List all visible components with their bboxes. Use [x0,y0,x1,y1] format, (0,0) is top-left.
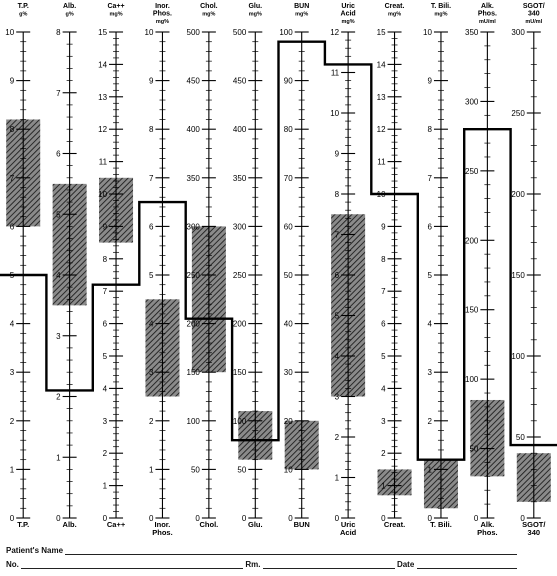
tick-label-glu: 250 [232,271,247,280]
tick-label-chol: 450 [186,76,200,86]
room-field[interactable] [263,560,395,569]
tick-label-tp: 1 [9,465,15,475]
tick-label-uric: 4 [334,352,340,361]
patient-info-form [0,541,557,576]
column-footer-phos: Phos. [152,528,173,537]
tick-label-creat: 15 [376,28,386,37]
tick-label-tp: 10 [5,28,15,37]
tick-label-ca: 5 [102,352,108,361]
tick-label-alb: 3 [56,331,61,341]
tick-label-alk: 200 [465,236,479,246]
column-footer-alk: Alk. [480,520,495,529]
tick-label-tbili: 9 [427,76,432,86]
column-header-chol: Chol. [200,3,218,10]
tick-label-glu: 50 [237,465,247,475]
tick-label-bun: 100 [279,28,293,37]
tick-label-ca: 11 [98,157,108,167]
column-footer-creat: Creat. [383,520,406,529]
tick-label-tbili: 10 [423,28,432,37]
tick-label-creat: 7 [381,287,386,297]
column-footer-sgot: 340 [527,528,541,537]
column-header-alk: Alk. [480,3,494,10]
tick-label-tbili: 2 [427,416,432,426]
tick-label-bun: 60 [283,222,293,232]
column-header-glu: Glu. [248,3,263,10]
tick-label-bun: 20 [283,416,293,426]
tick-label-phos: 1 [149,465,154,475]
tick-label-bun: 50 [283,271,293,280]
tick-label-chol: 250 [186,271,200,280]
tick-label-sgot: 250 [511,109,525,118]
column-header-tbili: mg% [434,11,448,18]
tick-label-tp: 3 [9,368,15,378]
tick-label-uric: 5 [334,311,340,321]
tick-label-uric: 8 [334,190,340,199]
tick-label-sgot: 300 [511,28,525,37]
tick-label-creat: 5 [381,352,386,361]
tick-label-tp: 4 [9,319,15,329]
tick-label-tp: 8 [9,125,15,135]
tick-label-alb: 2 [56,392,61,402]
tick-label-chol: 100 [186,416,200,426]
column-header-creat: Creat. [384,3,405,10]
column-footer-tp: T.P. [17,520,30,529]
tick-label-bun: 10 [283,465,293,475]
tick-label-chol: 350 [186,173,200,183]
tick-label-glu: 200 [232,319,247,329]
tick-label-bun: 70 [283,173,293,183]
room-label: Rm. [245,560,261,569]
tick-label-creat: 1 [381,481,386,491]
tick-label-ca: 14 [98,60,108,70]
tick-label-ca: 6 [102,319,108,329]
tick-label-sgot: 200 [511,190,525,199]
tick-label-chol: 400 [186,125,200,135]
tick-label-bun: 90 [283,76,293,86]
tick-label-uric: 2 [334,433,340,442]
tick-label-alk: 150 [465,305,479,315]
tick-label-creat: 11 [377,157,386,167]
tick-label-bun: 0 [288,514,293,523]
tick-label-glu: 500 [232,28,247,37]
tick-label-alb: 1 [56,453,61,463]
tick-label-creat: 9 [381,222,386,232]
patient-number-label: No. [6,560,19,569]
tick-label-tbili: 1 [427,465,432,475]
tick-label-phos: 5 [149,271,154,280]
column-header-alb: Alb. [63,3,77,10]
tick-label-creat: 3 [381,416,386,426]
tick-label-ca: 3 [102,416,108,426]
tick-label-creat: 4 [381,384,386,394]
tick-label-tbili: 3 [427,368,432,378]
tick-label-phos: 4 [149,319,154,329]
tick-label-uric: 3 [334,392,340,402]
patient-name-field[interactable] [65,546,517,555]
tick-label-creat: 10 [376,190,386,199]
column-header-sgot: 340 [527,10,540,18]
column-footer-chol: Chol. [199,520,219,529]
tick-label-uric: 1 [334,473,340,483]
tick-label-ca: 0 [102,514,108,523]
tick-label-chol: 300 [186,222,200,232]
tick-label-alk: 350 [465,28,479,37]
tick-label-bun: 30 [283,368,293,378]
tick-label-ca: 7 [102,287,108,297]
tick-label-tbili: 7 [427,173,432,183]
tick-label-chol: 500 [186,28,200,37]
tick-label-ca: 10 [98,190,108,199]
tick-label-uric: 9 [334,149,340,159]
column-footer-uric: Uric [340,520,356,529]
tick-label-glu: 0 [241,514,247,523]
tick-label-tp: 5 [9,271,15,280]
column-header-chol: mg% [202,11,216,18]
tick-label-alb: 5 [56,210,61,220]
tick-label-creat: 8 [381,254,386,264]
column-header-uric: Acid [340,10,356,18]
tick-label-phos: 0 [149,514,154,523]
tick-label-alb: 8 [56,28,61,37]
column-footer-alk: Phos. [477,528,498,537]
column-header-sgot: mU/ml [525,19,543,25]
tick-label-uric: 6 [334,271,340,280]
tick-label-ca: 4 [102,384,108,394]
tick-label-uric: 11 [330,68,340,78]
column-footer-alb: Alb. [62,520,77,529]
column-header-tp: T.P. [17,3,29,10]
column-footer-ca: Ca++ [106,520,126,529]
tick-label-alk: 50 [469,444,479,454]
date-field[interactable] [417,560,517,569]
column-footer-tbili: T. Bili. [430,520,452,529]
tick-label-creat: 0 [381,514,386,523]
column-footer-bun: BUN [293,520,310,529]
tick-label-uric: 10 [330,109,340,118]
tick-label-bun: 80 [283,125,293,135]
tick-label-sgot: 100 [511,352,525,361]
column-header-phos: Phos. [152,10,172,18]
column-footer-uric: Acid [339,528,357,537]
tick-label-phos: 7 [149,173,154,183]
column-header-alk: mU/ml [478,19,496,25]
tick-label-phos: 9 [149,76,154,86]
tick-label-glu: 450 [232,76,247,86]
tick-label-ca: 13 [98,92,108,102]
tick-label-ca: 2 [102,449,108,459]
tick-label-sgot: 0 [520,514,525,523]
tick-label-ca: 12 [98,125,108,135]
tick-label-tp: 0 [9,514,15,523]
tick-label-alk: 0 [473,514,479,523]
tick-label-ca: 8 [102,254,108,264]
column-header-tp: g% [19,11,28,18]
tick-label-bun: 40 [283,319,293,329]
column-header-alk: Phos. [477,10,497,18]
tick-label-alk: 250 [465,166,479,176]
tick-label-chol: 150 [186,368,200,378]
tick-label-glu: 150 [232,368,247,378]
tick-label-creat: 2 [381,449,386,459]
date-label: Date [396,560,415,569]
tick-label-tbili: 0 [427,514,432,523]
column-header-bun: BUN [294,3,310,10]
tick-label-phos: 10 [144,28,154,37]
tick-label-chol: 50 [190,465,200,475]
column-footer-sgot: SGOT/ [522,520,546,529]
tick-label-sgot: 50 [515,433,525,442]
tick-label-tp: 7 [9,173,15,183]
tick-label-alb: 6 [56,149,61,159]
column-header-phos: Inor. [155,3,170,10]
column-header-ca: mg% [109,11,123,18]
column-header-uric: Uric [341,3,355,10]
tick-label-tp: 9 [9,76,15,86]
tick-label-ca: 9 [102,222,108,232]
tick-label-creat: 12 [376,125,386,135]
tick-label-chol: 0 [195,514,200,523]
column-header-sgot: SGOT/ [522,3,545,10]
patient-number-field[interactable] [21,560,243,569]
tick-label-glu: 300 [232,222,247,232]
tick-label-uric: 12 [330,28,340,37]
column-header-ca: Ca++ [107,3,125,10]
tick-label-alb: 7 [56,88,61,98]
column-footer-phos: Inor. [154,520,171,529]
tick-label-sgot: 150 [511,271,525,280]
column-header-glu: mg% [248,11,262,18]
column-header-alb: g% [65,11,74,18]
tick-label-tp: 6 [9,222,15,232]
patient-name-label: Patient's Name [6,546,64,555]
column-header-phos: mg% [155,19,170,25]
tick-label-phos: 2 [149,416,154,426]
tick-label-tbili: 8 [427,125,432,135]
tick-label-phos: 8 [149,125,154,135]
tick-label-creat: 6 [381,319,386,329]
tick-label-alk: 300 [465,97,479,107]
tick-label-uric: 0 [334,514,340,523]
tick-label-alk: 100 [465,375,479,385]
tick-label-phos: 6 [149,222,154,232]
tick-label-alb: 4 [56,271,61,280]
column-header-creat: mg% [387,11,402,18]
tick-label-creat: 13 [376,92,386,102]
tick-label-tbili: 5 [427,271,432,280]
column-footer-glu: Glu. [247,520,263,529]
tick-label-tp: 2 [9,416,15,426]
tick-label-glu: 100 [232,416,247,426]
tick-label-glu: 350 [232,173,247,183]
column-header-bun: mg% [295,11,309,18]
column-header-uric: mg% [341,19,355,25]
tick-label-ca: 15 [98,28,108,37]
tick-label-alb: 0 [56,514,61,523]
tick-label-creat: 14 [376,60,386,70]
tick-label-chol: 200 [186,319,200,329]
tick-label-phos: 3 [149,368,154,378]
tick-label-uric: 7 [334,230,340,240]
tick-label-tbili: 4 [427,319,432,329]
column-header-tbili: T. Bili. [430,3,452,10]
tick-label-glu: 400 [232,125,247,135]
tick-label-tbili: 6 [427,222,432,232]
tick-label-ca: 1 [102,481,108,491]
